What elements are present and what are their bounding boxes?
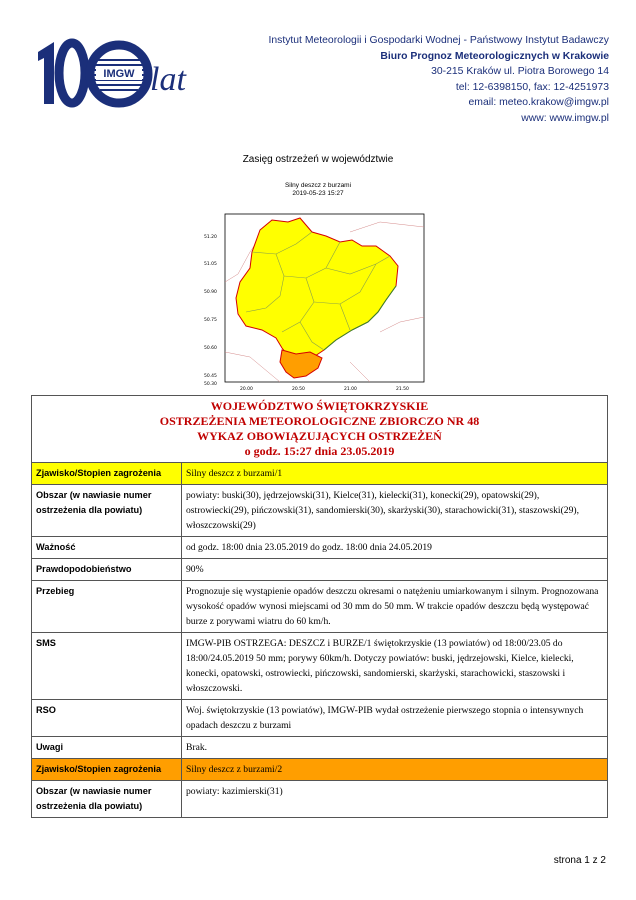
svg-text:lat: lat bbox=[150, 61, 186, 98]
table-row bbox=[32, 581, 608, 633]
report-title-list: WYKAZ OBOWIĄZUJĄCYCH OSTRZEŻEŃ bbox=[197, 429, 442, 443]
row-value-sms: IMGW-PIB OSTRZEGA: DESZCZ i BURZE/1 świętokrzyskie (13 powiatów) od 18:00/23.05 do 18:00/24.05.2019 50 mm; porywy 60km/h. Dotyczy powiatów: buski, jędrzejowski, Kielce, kielecki, konecki, opatowski, ostrowiecki, pińczowski, sandomierski, skarżyski, starachowicki, staszowski i włoszczowski. bbox=[182, 633, 608, 700]
address: 30-215 Kraków ul. Piotra Borowego 14 bbox=[431, 66, 609, 78]
table-row bbox=[32, 633, 608, 700]
table-row bbox=[32, 700, 608, 737]
report-title-number: OSTRZEŻENIA METEOROLOGICZNE ZBIORCZO NR 48 bbox=[159, 414, 480, 428]
map-x-axis bbox=[240, 386, 409, 392]
warnings-table bbox=[31, 395, 608, 818]
map-x-tick-label: 21.00 bbox=[344, 387, 357, 392]
email: email: meteo.krakow@imgw.pl bbox=[468, 97, 609, 109]
website: www: www.imgw.pl bbox=[521, 112, 609, 124]
map-y-tick-label: 51.05 bbox=[204, 262, 217, 267]
row-label-validity: Ważność bbox=[32, 537, 182, 559]
row-value-phenomenon: Silny deszcz z burzami/1 bbox=[182, 463, 608, 485]
row-label-area: Obszar (w nawiasie numer ostrzeżenia dla powiatu) bbox=[32, 485, 182, 537]
row-value-probability: 90% bbox=[182, 559, 608, 581]
map-y-tick-label: 50.75 bbox=[204, 318, 217, 323]
svg-text:IMGW: IMGW bbox=[103, 68, 135, 80]
table-row bbox=[32, 537, 608, 559]
map-x-tick-label: 20.00 bbox=[240, 387, 253, 392]
map-y-axis bbox=[204, 234, 217, 387]
report-header bbox=[32, 396, 608, 463]
table-row bbox=[32, 463, 608, 485]
row-label-phenomenon: Zjawisko/Stopien zagrożenia bbox=[32, 463, 182, 485]
phone: tel: 12-6398150, fax: 12-4251973 bbox=[455, 81, 609, 93]
map-y-tick-label: 50.90 bbox=[204, 290, 217, 295]
row-label-area-2: Obszar (w nawiasie numer ostrzeżenia dla powiatu) bbox=[32, 781, 182, 818]
row-label-sms: SMS bbox=[32, 633, 182, 700]
map-y-tick-label: 51.20 bbox=[204, 235, 217, 240]
institute-info bbox=[268, 33, 609, 127]
page-number: strona 1 z 2 bbox=[553, 855, 606, 866]
map-y-tick-label: 50.30 bbox=[204, 382, 217, 387]
map-x-tick-label: 20.50 bbox=[292, 387, 305, 392]
map-x-tick-label: 21.50 bbox=[396, 387, 409, 392]
row-value-area: powiaty: buski(30), jędrzejowski(31), Kielce(31), kielecki(31), konecki(29), opatowski(29), ostrowiecki(29), pińczowski(31), sandomierski(30), skarżyski(30), starachowicki(31), staszowski(29), włoszczowski(29) bbox=[182, 485, 608, 537]
office-name: Biuro Prognoz Meteorologicznych w Krakowie bbox=[380, 50, 609, 62]
row-value-course: Prognozuje się wystąpienie opadów deszczu okresami o natężeniu umiarkowanym i silnym. Prognozowana wysokość opadów wynosi miejscami od 30 mm do 50 mm. W trakcie opadów deszczu będą występować burze z porywami wiatru do 60 km/h. bbox=[182, 581, 608, 633]
warning-map bbox=[200, 182, 436, 394]
row-value-area-2: powiaty: kazimierski(31) bbox=[182, 781, 608, 818]
table-row bbox=[32, 559, 608, 581]
row-label-course: Przebieg bbox=[32, 581, 182, 633]
map-section-title: Zasięg ostrzeżeń w województwie bbox=[242, 154, 394, 165]
table-row bbox=[32, 781, 608, 818]
institute-name: Instytut Meteorologii i Gospodarki Wodnej - Państwowy Instytut Badawczy bbox=[268, 35, 609, 46]
row-value-phenomenon-2: Silny deszcz z burzami/2 bbox=[182, 759, 608, 781]
map-caption-date: 2019-05-23 15:27 bbox=[292, 190, 344, 197]
row-value-validity: od godz. 18:00 dnia 23.05.2019 do godz. 18:00 dnia 24.05.2019 bbox=[182, 537, 608, 559]
row-label-probability: Prawdopodobieństwo bbox=[32, 559, 182, 581]
report-title-region: WOJEWÓDZTWO ŚWIĘTOKRZYSKIE bbox=[210, 399, 429, 413]
row-label-rso: RSO bbox=[32, 700, 182, 737]
row-label-phenomenon-2: Zjawisko/Stopien zagrożenia bbox=[32, 759, 182, 781]
table-row bbox=[32, 759, 608, 781]
map-y-tick-label: 50.60 bbox=[204, 346, 217, 351]
row-label-notes: Uwagi bbox=[32, 737, 182, 759]
map-y-tick-label: 50.45 bbox=[204, 374, 217, 379]
row-value-notes: Brak. bbox=[182, 737, 608, 759]
table-row bbox=[32, 485, 608, 537]
report-title-time: o godz. 15:27 dnia 23.05.2019 bbox=[244, 444, 395, 458]
table-row bbox=[32, 737, 608, 759]
row-value-rso: Woj. świętokrzyskie (13 powiatów), IMGW-PIB wydał ostrzeżenie pierwszego stopnia o intensywnych opadach deszczu z burzami bbox=[182, 700, 608, 737]
imgw-100-logo bbox=[32, 38, 212, 110]
map-caption-title: Silny deszcz z burzami bbox=[284, 182, 352, 189]
